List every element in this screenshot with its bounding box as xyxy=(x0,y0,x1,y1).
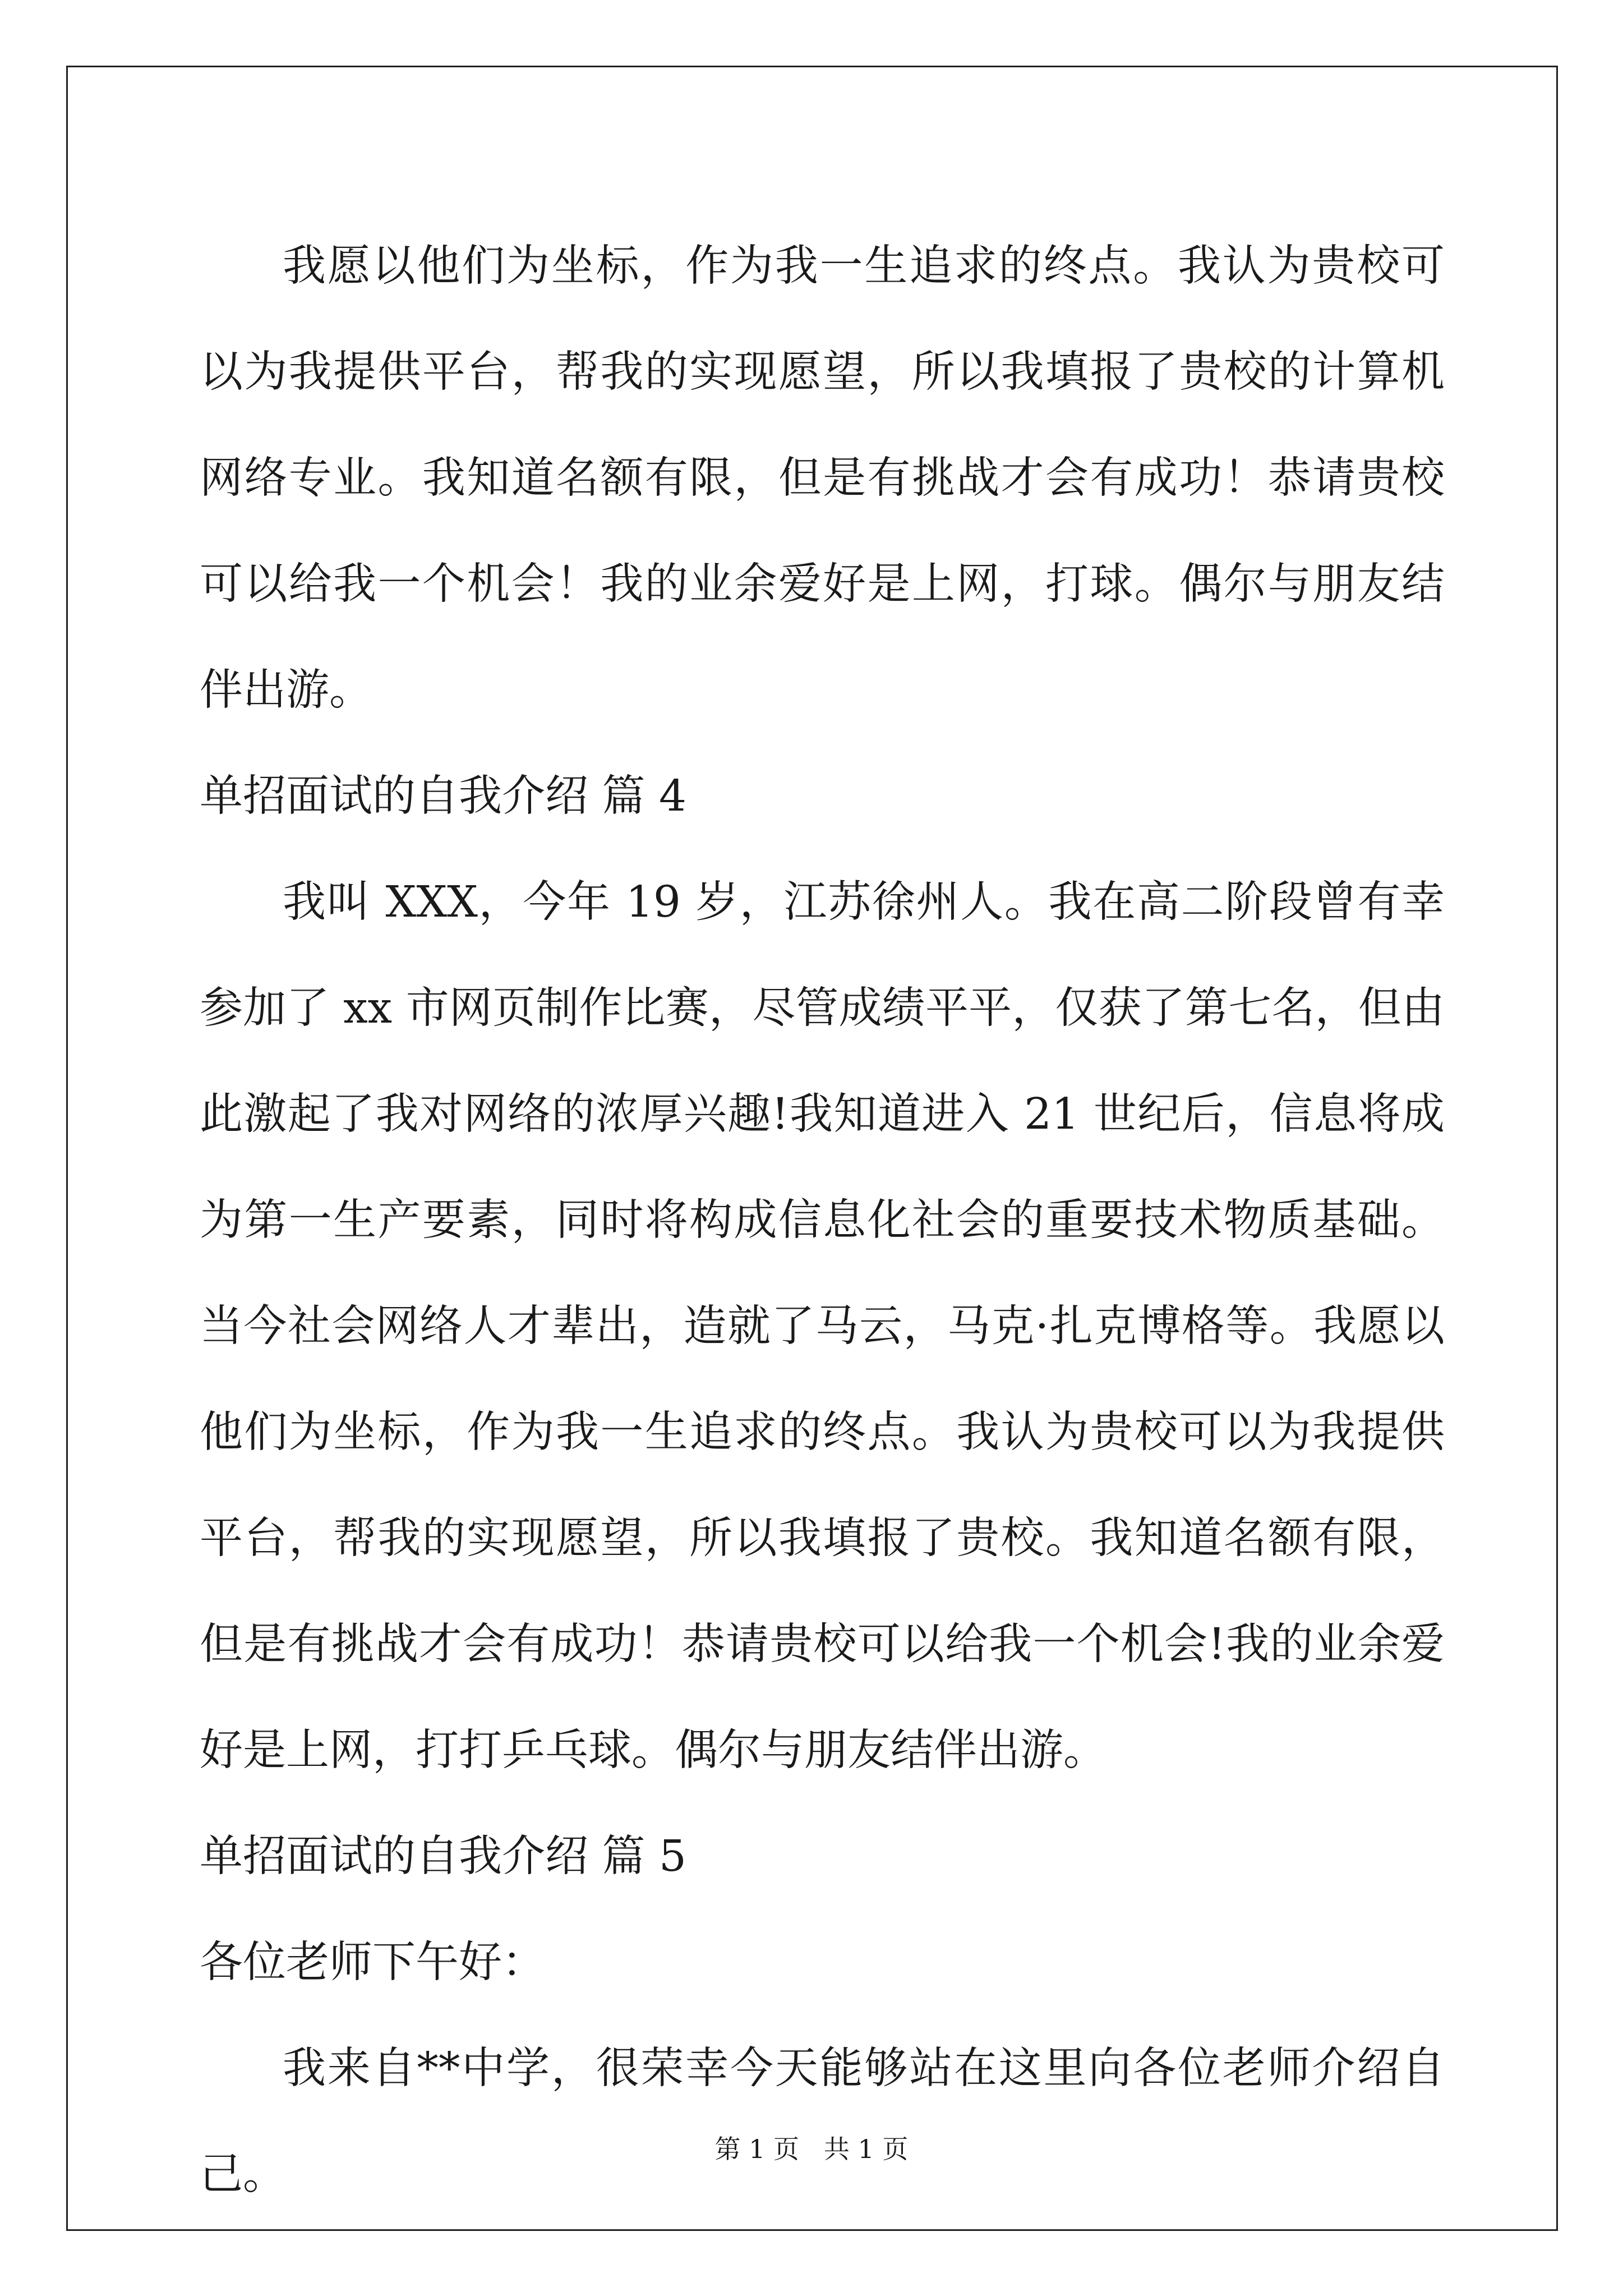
page-footer: 第 1 页 共 1 页 xyxy=(714,2134,909,2164)
paragraph-intro-continued: 我愿以他们为坐标，作为我一生追求的终点。我认为贵校可以为我提供平台，帮我的实现愿望，所以我填报了贵校的计算机网络专业。我知道名额有限，但是有挑战才会有成功！恭请贵校可以给我一个机会！我的业余爱好是上网，打球。偶尔与朋友结伴出游。 xyxy=(200,241,1445,715)
section-heading-4: 单招面试的自我介绍 篇 4 xyxy=(200,771,686,821)
document-body xyxy=(200,213,1445,2228)
paragraph-section-5: 我来自**中学，很荣幸今天能够站在这里向各位老师介绍自己。 xyxy=(200,2044,1445,2200)
section-heading-5: 单招面试的自我介绍 篇 5 xyxy=(200,1832,686,1881)
greeting-line: 各位老师下午好： xyxy=(200,1938,545,1987)
paragraph-section-4: 我叫 XXX，今年 19 岁，江苏徐州人。我在高二阶段曾有幸参加了 xx 市网页制作比赛，尽管成绩平平，仅获了第七名，但由此激起了我对网络的浓厚兴趣!我知道进入 21 世纪后，信息将成为第一生产要素，同时将构成信息化社会的重要技术物质基础。当今社会网络人才辈出，造就了马云，马克·扎克博格等。我愿以他们为坐标，作为我一生追求的终点。我认为贵校可以为我提供平台，帮我的实现愿望，所以我填报了贵校。我知道名额有限，但是有挑战才会有成功！恭请贵校可以给我一个机会!我的业余爱好是上网，打打乒乓球。偶尔与朋友结伴出游。 xyxy=(200,877,1445,1775)
